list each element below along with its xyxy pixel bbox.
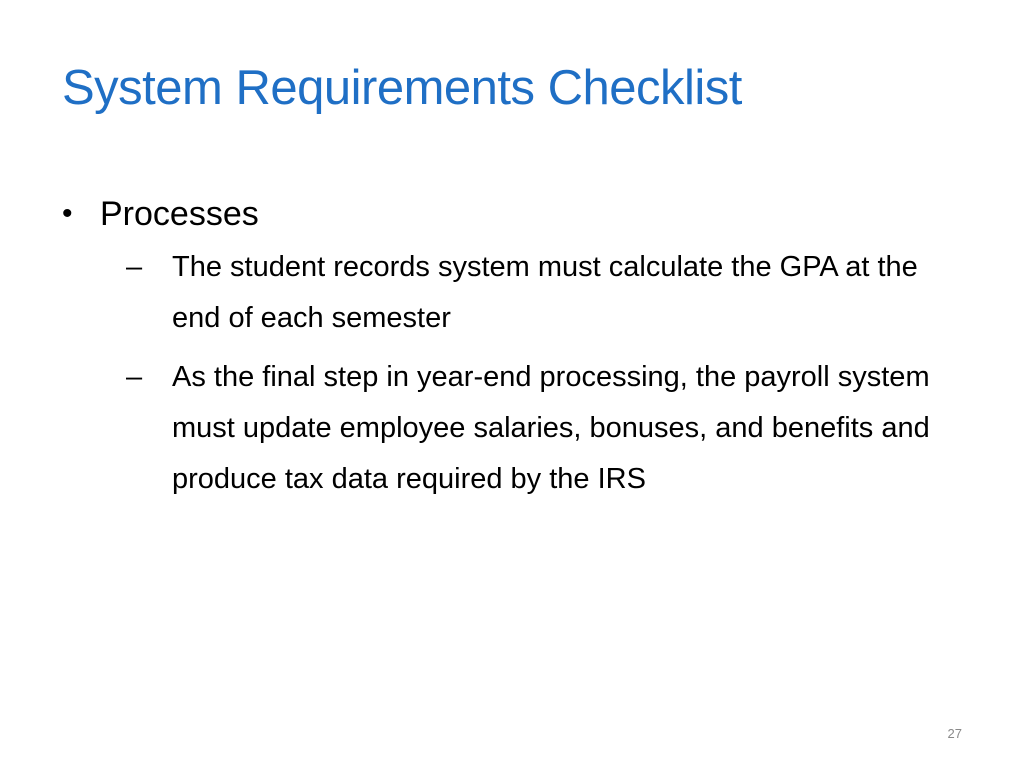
sub-bullet-text: As the final step in year-end processing, the payroll system must update employee salaries, bonuses, and benefits and produce tax data required by the IRS	[172, 361, 930, 495]
slide-number: 27	[947, 726, 962, 741]
slide-title: System Requirements Checklist	[62, 61, 742, 115]
sub-bullet-item	[126, 352, 932, 505]
bullet-item-processes	[62, 192, 942, 505]
sub-bullet-text: The student records system must calculate the GPA at the end of each semester	[172, 251, 918, 334]
bullet-text: Processes	[100, 195, 259, 233]
dash-bullet-icon: –	[126, 251, 143, 283]
sub-bullet-item	[126, 242, 932, 344]
bullet-dot-icon: •	[62, 197, 73, 230]
bullet-list	[62, 192, 942, 513]
dash-bullet-icon: –	[126, 361, 143, 393]
sub-bullet-list	[100, 242, 942, 505]
